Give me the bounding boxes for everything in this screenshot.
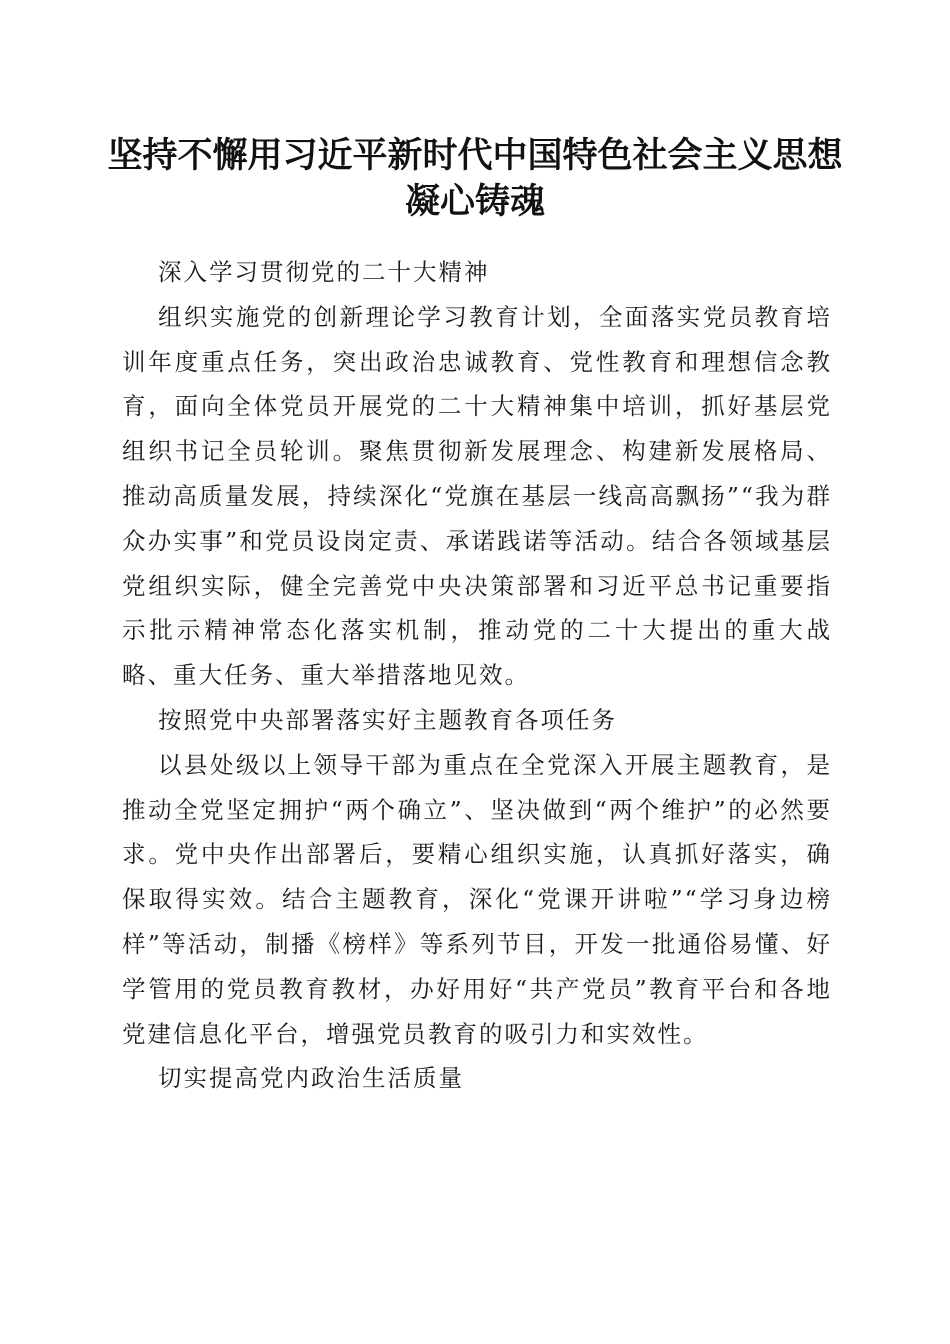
paragraph-1: 组织实施党的创新理论学习教育计划，全面落实党员教育培训年度重点任务，突出政治忠诚教育、党性教育和理想信念教育，面向全体党员开展党的二十大精神集中培训，抓好基层党组织书记全员轮训。聚焦贯彻新发展理念、构建新发展格局、推动高质量发展，持续深化“党旗在基层一线高高飘扬”“我为群众办实事”和党员设岗定责、承诺践诺等活动。结合各领域基层党组织实际，健全完善党中央决策部署和习近平总书记重要指示批示精神常态化落实机制，推动党的二十大提出的重大战略、重大任务、重大举措落地见效。 bbox=[122, 302, 832, 690]
document-body bbox=[122, 250, 832, 1101]
document-title: 坚持不懈用习近平新时代中国特色社会主义思想凝心铸魂 bbox=[107, 136, 843, 222]
section-heading-3: 切实提高党内政治生活质量 bbox=[158, 1064, 464, 1093]
section-heading-1: 深入学习贯彻党的二十大精神 bbox=[158, 258, 490, 286]
section-heading-2: 按照党中央部署落实好主题教育各项任务 bbox=[158, 705, 617, 734]
paragraph-2: 以县处级以上领导干部为重点在全党深入开展主题教育，是推动全党坚定拥护“两个确立”、坚决做到“两个维护”的必然要求。党中央作出部署后，要精心组织实施，认真抓好落实，确保取得实效。结合主题教育，深化“党课开讲啦”“学习身边榜样”等活动，制播《榜样》等系列节目，开发一批通俗易懂、好学管用的党员教育教材，办好用好“共产党员”教育平台和各地党建信息化平台，增强党员教育的吸引力和实效性。 bbox=[122, 750, 832, 1048]
